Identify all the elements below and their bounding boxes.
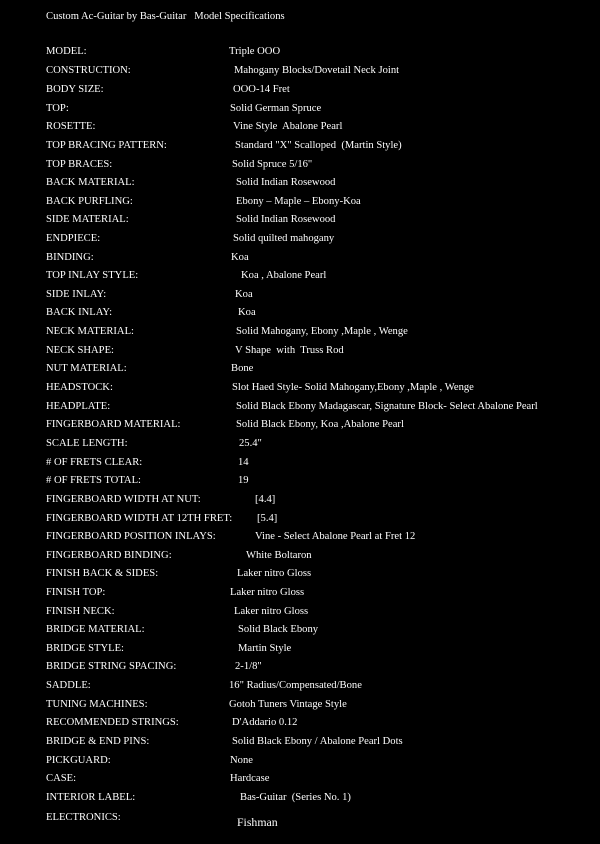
spec-row <box>0 680 600 698</box>
spec-label: TOP INLAY STYLE: <box>46 270 139 281</box>
spec-value: Koa , Abalone Pearl <box>241 270 327 281</box>
spec-label: FINGERBOARD MATERIAL: <box>46 419 181 430</box>
spec-row <box>0 46 600 64</box>
spec-row <box>0 550 600 568</box>
spec-value: Solid quilted mahogany <box>233 233 335 244</box>
spec-label: TOP: <box>46 103 69 114</box>
spec-value: Koa <box>238 307 256 318</box>
spec-value: Triple OOO <box>229 46 281 57</box>
spec-value: 19 <box>238 475 249 486</box>
spec-label: TOP BRACES: <box>46 159 113 170</box>
spec-value: Fishman <box>237 815 278 829</box>
spec-value: White Boltaron <box>246 550 312 561</box>
spec-label: BRIDGE MATERIAL: <box>46 624 145 635</box>
spec-label: CONSTRUCTION: <box>46 65 131 76</box>
spec-label: BRIDGE & END PINS: <box>46 736 150 747</box>
spec-row <box>0 233 600 251</box>
spec-value: Solid Indian Rosewood <box>236 214 336 225</box>
spec-row <box>0 121 600 139</box>
spec-row <box>0 103 600 121</box>
spec-row <box>0 457 600 475</box>
spec-value: 25.4" <box>239 438 262 449</box>
spec-label: BACK MATERIAL: <box>46 177 135 188</box>
spec-label: PICKGUARD: <box>46 755 111 766</box>
spec-value: Slot Haed Style- Solid Mahogany,Ebony ,Maple , Wenge <box>232 382 474 393</box>
spec-row <box>0 812 600 830</box>
spec-row <box>0 289 600 307</box>
spec-value: Laker nitro Gloss <box>230 587 305 598</box>
spec-value: Koa <box>231 252 249 263</box>
spec-row <box>0 531 600 549</box>
spec-value: Hardcase <box>230 773 270 784</box>
spec-label: FINISH TOP: <box>46 587 106 598</box>
spec-label: FINGERBOARD WIDTH AT NUT: <box>46 494 201 505</box>
spec-value: Mahogany Blocks/Dovetail Neck Joint <box>234 65 400 76</box>
spec-value: Ebony – Maple – Ebony-Koa <box>236 196 361 207</box>
spec-label: ROSETTE: <box>46 121 96 132</box>
spec-label: BACK INLAY: <box>46 307 113 318</box>
spec-label: BACK PURFLING: <box>46 196 133 207</box>
spec-label: INTERIOR LABEL: <box>46 792 136 803</box>
spec-value: Solid Black Ebony <box>238 624 319 635</box>
spec-row <box>0 270 600 288</box>
spec-label: MODEL: <box>46 46 87 57</box>
spec-value: Bone <box>231 363 254 374</box>
spec-row <box>0 196 600 214</box>
spec-row <box>0 363 600 381</box>
spec-label: TOP BRACING PATTERN: <box>46 140 167 151</box>
spec-label: NECK MATERIAL: <box>46 326 134 337</box>
spec-row <box>0 438 600 456</box>
spec-label: BRIDGE STYLE: <box>46 643 124 654</box>
spec-label: HEADPLATE: <box>46 401 111 412</box>
spec-label: FINISH NECK: <box>46 606 115 617</box>
spec-row <box>0 326 600 344</box>
spec-row <box>0 792 600 810</box>
spec-value: V Shape with Truss Rod <box>235 345 344 356</box>
spec-label: FINGERBOARD BINDING: <box>46 550 172 561</box>
spec-label: # OF FRETS CLEAR: <box>46 457 143 468</box>
spec-row <box>0 177 600 195</box>
spec-row <box>0 307 600 325</box>
spec-label: TUNING MACHINES: <box>46 699 148 710</box>
spec-label: BRIDGE STRING SPACING: <box>46 661 177 672</box>
spec-label: ELECTRONICS: <box>46 812 121 823</box>
spec-row <box>0 717 600 735</box>
spec-value: Solid Mahogany, Ebony ,Maple , Wenge <box>236 326 408 337</box>
spec-label: BINDING: <box>46 252 94 263</box>
spec-label: SCALE LENGTH: <box>46 438 128 449</box>
spec-row <box>0 736 600 754</box>
spec-value: Koa <box>235 289 253 300</box>
spec-row <box>0 773 600 791</box>
spec-row <box>0 252 600 270</box>
spec-label: SADDLE: <box>46 680 91 691</box>
spec-value: Standard "X" Scalloped (Martin Style) <box>235 140 402 151</box>
spec-value: Solid Spruce 5/16" <box>232 159 313 170</box>
spec-row <box>0 661 600 679</box>
spec-value: D'Addario 0.12 <box>232 717 298 728</box>
spec-row <box>0 382 600 400</box>
spec-value: Laker nitro Gloss <box>234 606 309 617</box>
spec-row <box>0 214 600 232</box>
spec-label: BODY SIZE: <box>46 84 104 95</box>
spec-value: [5.4] <box>257 513 278 524</box>
spec-row <box>0 475 600 493</box>
document-title: Custom Ac-Guitar by Bas-Guitar Model Specifications <box>46 11 285 22</box>
spec-value: Solid Black Ebony, Koa ,Abalone Pearl <box>236 419 404 430</box>
spec-value: 16" Radius/Compensated/Bone <box>229 680 362 691</box>
spec-row <box>0 140 600 158</box>
spec-value: Solid Black Ebony / Abalone Pearl Dots <box>232 736 403 747</box>
spec-value: 2-1/8" <box>235 661 262 672</box>
spec-row <box>0 699 600 717</box>
spec-label: FINISH BACK & SIDES: <box>46 568 159 579</box>
spec-label: RECOMMENDED STRINGS: <box>46 717 179 728</box>
spec-row <box>0 587 600 605</box>
spec-label: ENDPIECE: <box>46 233 101 244</box>
spec-row <box>0 568 600 586</box>
spec-value: 14 <box>238 457 249 468</box>
spec-label: NECK SHAPE: <box>46 345 114 356</box>
spec-value: OOO-14 Fret <box>233 84 290 95</box>
spec-label: SIDE INLAY: <box>46 289 107 300</box>
spec-value: Bas-Guitar (Series No. 1) <box>240 792 351 803</box>
spec-row <box>0 494 600 512</box>
spec-value: Solid German Spruce <box>230 103 322 114</box>
spec-row <box>0 65 600 83</box>
spec-value: Laker nitro Gloss <box>237 568 312 579</box>
spec-label: FINGERBOARD WIDTH AT 12TH FRET: <box>46 513 233 524</box>
spec-row <box>0 513 600 531</box>
spec-row <box>0 84 600 102</box>
spec-row <box>0 606 600 624</box>
spec-label: # OF FRETS TOTAL: <box>46 475 142 486</box>
spec-value: Vine Style Abalone Pearl <box>233 121 343 132</box>
spec-label: SIDE MATERIAL: <box>46 214 129 225</box>
spec-value: Solid Indian Rosewood <box>236 177 336 188</box>
spec-row <box>0 643 600 661</box>
spec-value: Vine - Select Abalone Pearl at Fret 12 <box>255 531 416 542</box>
spec-row <box>0 401 600 419</box>
spec-value: Martin Style <box>238 643 292 654</box>
spec-value: [4.4] <box>255 494 276 505</box>
spec-label: HEADSTOCK: <box>46 382 113 393</box>
spec-value: None <box>230 755 253 766</box>
spec-value: Solid Black Ebony Madagascar, Signature Block- Select Abalone Pearl <box>236 401 538 412</box>
spec-row <box>0 159 600 177</box>
spec-label: NUT MATERIAL: <box>46 363 127 374</box>
spec-row <box>0 345 600 363</box>
spec-label: CASE: <box>46 773 77 784</box>
spec-row <box>0 624 600 642</box>
spec-label: FINGERBOARD POSITION INLAYS: <box>46 531 216 542</box>
spec-row <box>0 755 600 773</box>
spec-value: Gotoh Tuners Vintage Style <box>229 699 347 710</box>
spec-row <box>0 419 600 437</box>
